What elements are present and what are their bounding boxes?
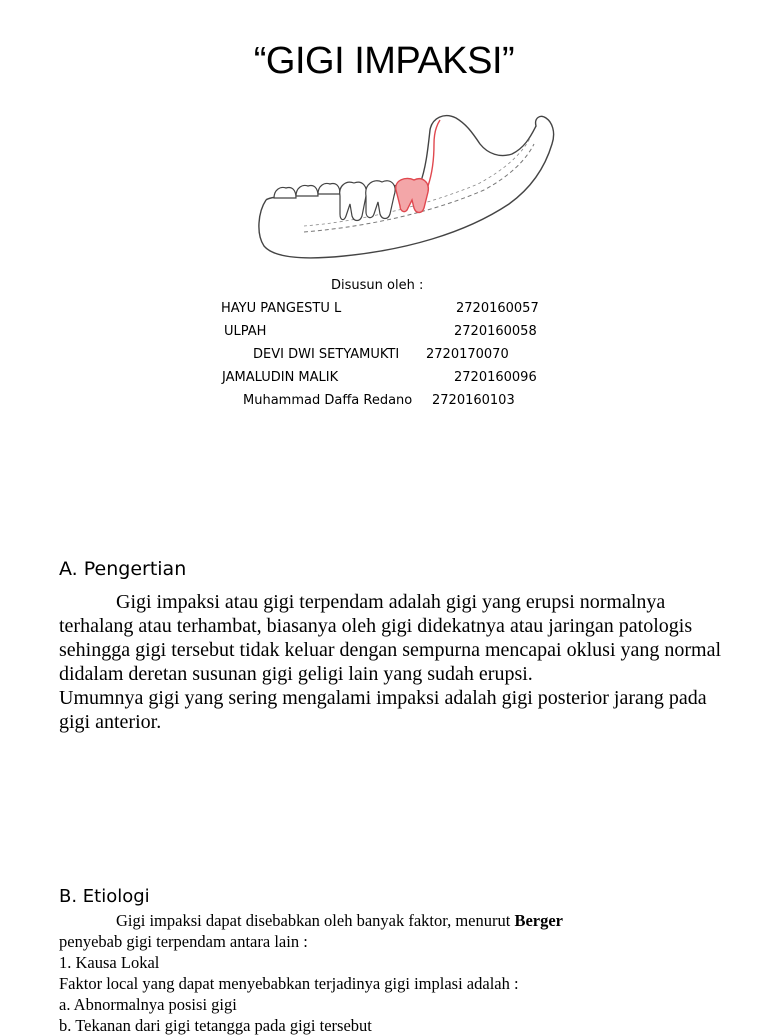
section-b-heading: B. Etiologi <box>59 886 150 907</box>
list-item: 1. Kausa Lokal <box>59 953 160 972</box>
authors-heading: Disusun oleh : <box>331 278 424 293</box>
author-name: Muhammad Daffa Redano <box>243 393 413 408</box>
section-b-body <box>59 910 724 1036</box>
intro-text: Gigi impaksi dapat disebabkan oleh banyak faktor, menurut <box>116 911 515 930</box>
section-a-paragraph: Umumnya gigi yang sering mengalami impaksi adalah gigi posterior jarang pada gigi anterior. <box>59 687 707 733</box>
list-item: a. Abnormalnya posisi gigi <box>59 995 237 1014</box>
section-b-intro-cont: penyebab gigi terpendam antara lain : <box>59 932 308 951</box>
section-b-intro <box>59 910 724 931</box>
author-name: JAMALUDIN MALIK <box>222 370 339 385</box>
author-id: 2720160096 <box>454 370 537 385</box>
author-name: HAYU PANGESTU L <box>221 301 342 316</box>
author-name: DEVI DWI SETYAMUKTI <box>253 347 400 362</box>
author-id: 2720160057 <box>456 301 539 316</box>
section-a-paragraph: Gigi impaksi atau gigi terpendam adalah gigi yang erupsi normalnya terhalang atau terhambat, biasanya oleh gigi didekatnya atau jaringan patologis sehingga gigi tersebut tidak keluar dengan sempurna mencapai oklusi yang normal didalam deretan susunan gigi geligi lain yang sudah erupsi. <box>59 591 722 685</box>
list-item: b. Tekanan dari gigi tetangga pada gigi tersebut <box>59 1016 372 1035</box>
author-id: 2720160103 <box>432 393 515 408</box>
section-a-heading: A. Pengertian <box>59 558 187 580</box>
page-title: “GIGI IMPAKSI” <box>253 40 515 82</box>
mandible-impacted-tooth-illustration <box>234 104 574 262</box>
author-name: ULPAH <box>224 324 267 339</box>
author-id: 2720160058 <box>454 324 537 339</box>
author-id: 2720170070 <box>426 347 509 362</box>
section-a-body <box>59 590 724 734</box>
intro-author: Berger <box>514 911 564 930</box>
list-item-desc: Faktor local yang dapat menyebabkan terjadinya gigi implasi adalah : <box>59 974 519 993</box>
